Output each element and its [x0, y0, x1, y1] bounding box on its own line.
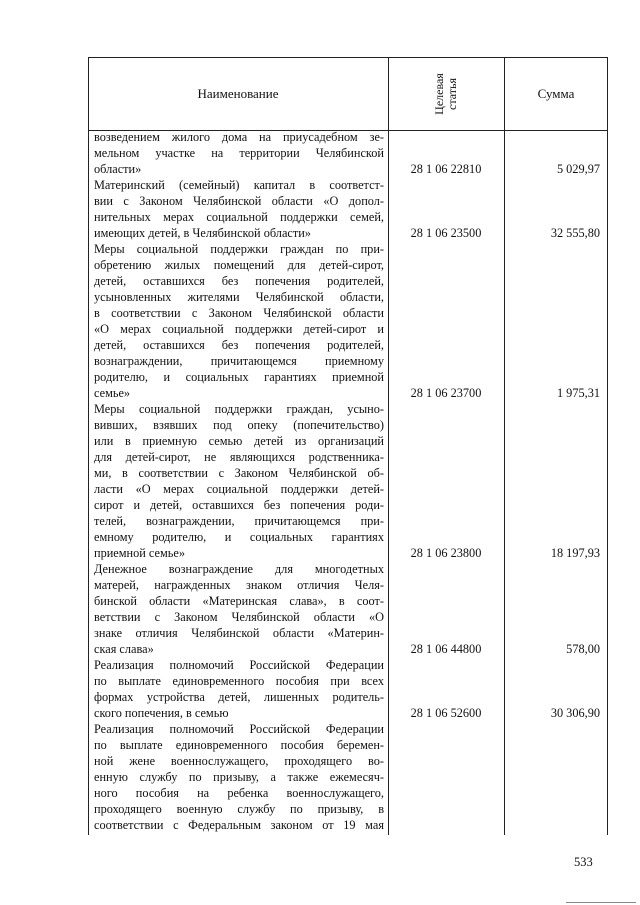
name-text-line: матерей, награжденных знаком отличия Челя-: [94, 578, 384, 592]
name-text-line: ласти «О мерах социальной поддержки детей-: [94, 482, 384, 496]
name-text-line: формах устройства детей, лишенных родитель-: [94, 690, 384, 704]
row-code: 28 1 06 23700: [410, 386, 482, 400]
name-text-line: Материнский (семейный) капитал в соответст-: [94, 178, 384, 192]
row-sum: 30 306,90: [550, 706, 600, 720]
name-text-line: для детей-сирот, не являющихся родственника-: [94, 450, 384, 464]
name-text-line: ская слава»: [94, 642, 154, 656]
name-text-line: области»: [94, 162, 142, 176]
name-text-line: приемной семье»: [94, 546, 185, 560]
name-text-line: Реализация полномочий Российской Федерации: [94, 658, 384, 672]
name-text-line: бинской области «Материнская слава», в соот-: [94, 594, 384, 608]
footer-rule: [566, 902, 636, 903]
name-text-line: семье»: [94, 386, 131, 400]
header-code-line2: статья: [444, 77, 459, 110]
name-text-line: родителю, и социальных гарантиях приемной: [94, 370, 384, 384]
page-number: 533: [574, 855, 593, 869]
name-text-line: обретению жилых помещений для детей-сирот,: [94, 258, 384, 272]
name-text-line: Реализация полномочий Российской Федерации: [94, 722, 384, 736]
row-code: 28 1 06 23500: [410, 226, 482, 240]
name-text-line: мельном участке на территории Челябинской: [94, 146, 384, 160]
row-code: 28 1 06 52600: [410, 706, 482, 720]
name-text-line: или в приемную семью детей из организаций: [94, 434, 384, 448]
name-text-line: енную службу по призыву, а также ежемесяч-: [94, 770, 384, 784]
header-sum: Сумма: [537, 85, 575, 101]
name-text-line: знаке отличия Челябинской области «Материн-: [94, 626, 384, 640]
name-text-line: «О мерах социальной поддержки детей-сирот и: [94, 322, 384, 336]
table-left-border: [88, 57, 89, 835]
header-code-line1: Целевая: [431, 72, 446, 115]
row-code: 28 1 06 23800: [410, 546, 482, 560]
name-text-line: по выплате единовременного пособия при всех: [94, 674, 384, 688]
name-text-line: Меры социальной поддержки граждан по при-: [94, 242, 384, 256]
name-text-line: детей, оставшихся без попечения родителей,: [94, 274, 384, 288]
row-sum: 1 975,31: [556, 386, 600, 400]
name-text-line: усыновленных жителями Челябинской области,: [94, 290, 384, 304]
row-sum: 5 029,97: [556, 162, 600, 176]
name-text-line: Денежное вознаграждение для многодетных: [94, 562, 384, 576]
name-text-line: имеющих детей, в Челябинской области»: [94, 226, 311, 240]
row-code: 28 1 06 44800: [410, 642, 482, 656]
name-text-line: ной жене военнослужащего, проходящего во-: [94, 754, 384, 768]
name-text-line: детей, оставшихся без попечения родителей,: [94, 338, 384, 352]
name-text-line: сирот и детей, оставшихся без попечения роди-: [94, 498, 384, 512]
name-text-line: ветствии с Законом Челябинской области «О: [94, 610, 384, 624]
name-text-line: проходящего военную службу по призыву, в: [94, 802, 384, 816]
name-text-line: вивших, взявших под опеку (попечительство): [94, 418, 384, 432]
header-name: Наименование: [197, 85, 279, 101]
name-text-line: по выплате единовременного пособия беремен-: [94, 738, 384, 752]
name-text-line: возведением жилого дома на приусадебном зе-: [94, 130, 384, 144]
name-text-line: ного пособия на ребенка военнослужащего,: [94, 786, 384, 800]
row-sum: 32 555,80: [550, 226, 600, 240]
table-right-border: [607, 57, 608, 835]
row-sum: 18 197,93: [550, 546, 600, 560]
name-text-line: соответствии с Федеральным законом от 19 мая: [94, 818, 384, 832]
name-text-line: вии с Законом Челябинской области «О допол-: [94, 194, 384, 208]
name-column-text: [94, 129, 384, 833]
name-text-line: вознаграждении, причитающемся приемному: [94, 354, 384, 368]
row-code: 28 1 06 22810: [410, 162, 482, 176]
name-text-line: телей, вознаграждении, причитающемся при-: [94, 514, 384, 528]
name-text-line: емному родителю, и социальных гарантиях: [94, 530, 384, 544]
name-text-line: в соответствии с Законом Челябинской области: [94, 306, 384, 320]
name-text-line: Меры социальной поддержки граждан, усыно-: [94, 402, 384, 416]
name-text-line: ми, в соответствии с Законом Челябинской об-: [94, 466, 384, 480]
name-text-line: ского попечения, в семью: [94, 706, 229, 720]
row-sum: 578,00: [566, 642, 600, 656]
header-code: [388, 57, 504, 130]
name-text-line: нительных мерах социальной поддержки семей,: [94, 210, 384, 224]
